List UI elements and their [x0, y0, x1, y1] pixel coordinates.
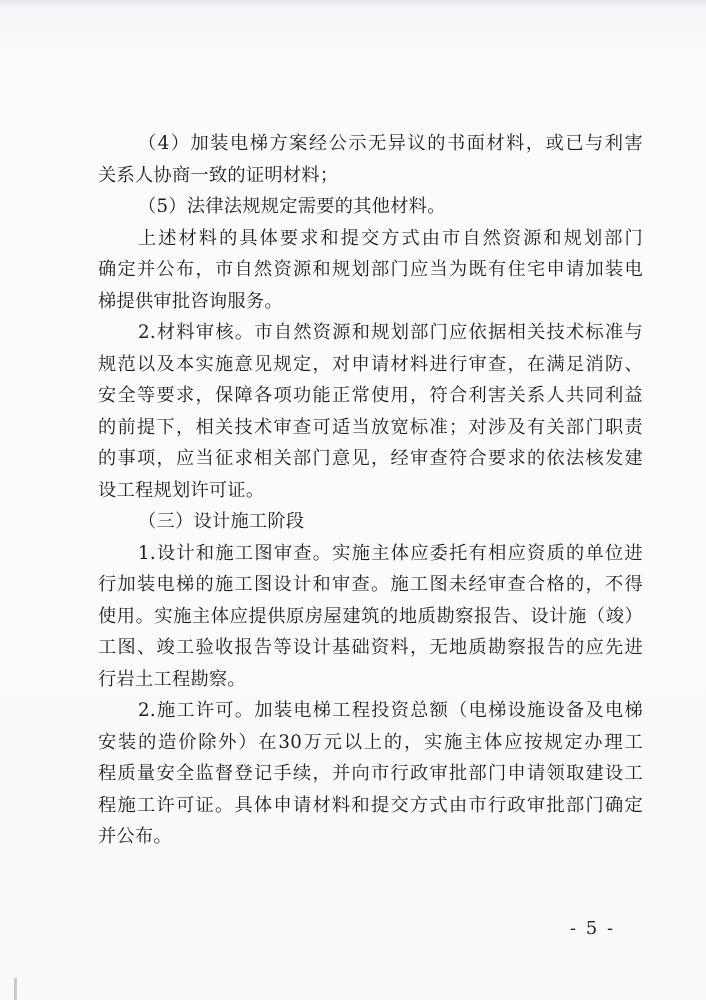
paragraph-line: 安装的造价除外）在30万元以上的，实施主体应按规定办理工 — [98, 731, 643, 753]
paragraph-line: 关系人协商一致的证明材料； — [98, 164, 339, 186]
paragraph-line: （4）加装电梯方案经公示无异议的书面材料，或已与利害 — [138, 133, 643, 154]
scan-mark-left — [14, 978, 17, 1000]
paragraph-line: 程质量安全监督登记手续，并向市行政审批部门申请领取建设工 — [98, 763, 643, 784]
paragraph-line: 的事项，应当征求相关部门意见，经审查符合要求的依法核发建 — [98, 448, 643, 469]
paragraph-line: 1.设计和施工图审查。实施主体应委托有相应资质的单位进 — [138, 542, 643, 564]
paragraph-line: 设工程规划许可证。 — [98, 479, 265, 501]
section-heading: （三）设计施工阶段 — [138, 511, 305, 532]
paragraph-line: 2.材料审核。市自然资源和规划部门应依据相关技术标准与 — [138, 322, 643, 343]
paragraph-line: 使用。实施主体应提供原房屋建筑的地质勘察报告、设计施（竣） — [98, 605, 643, 627]
document-body — [98, 128, 643, 853]
paragraph-line: 程施工许可证。具体申请材料和提交方式由市行政审批部门确定 — [98, 794, 643, 816]
paragraph-line: 的前提下，相关技术审查可适当放宽标准；对涉及有关部门职责 — [98, 416, 643, 438]
scan-shadow-top — [0, 0, 706, 8]
paragraph-line: 2.施工许可。加装电梯工程投资总额（电梯设施设备及电梯 — [138, 700, 643, 721]
paragraph-line: 确定并公布，市自然资源和规划部门应当为既有住宅申请加装电 — [98, 259, 643, 280]
paragraph-line: 工图、竣工验收报告等设计基础资料，无地质勘察报告的应先进 — [98, 637, 643, 658]
paragraph-line: 并公布。 — [98, 826, 172, 847]
paragraph-line: （5）法律法规规定需要的其他材料。 — [138, 196, 446, 217]
paragraph-line: 规范以及本实施意见规定，对申请材料进行审查，在满足消防、 — [98, 353, 643, 375]
paragraph-line: 梯提供审批咨询服务。 — [98, 290, 283, 312]
paragraph-line: 安全等要求，保障各项功能正常使用，符合利害关系人共同利益 — [98, 385, 643, 406]
page-number: - 5 - — [570, 918, 616, 939]
paragraph-line: 上述材料的具体要求和提交方式由市自然资源和规划部门 — [138, 227, 643, 249]
paragraph-line: 行岩土工程勘察。 — [98, 668, 246, 690]
paragraph-line: 行加装电梯的施工图设计和审查。施工图未经审查合格的，不得 — [98, 574, 643, 595]
